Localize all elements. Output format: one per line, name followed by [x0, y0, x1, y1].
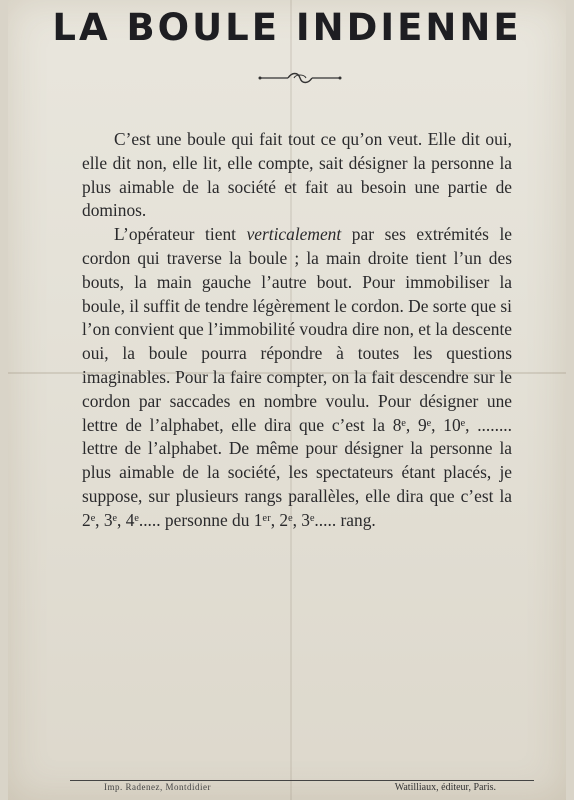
paragraph-1: C’est une boule qui fait tout ce qu’on veut. Elle dit oui, elle dit non, elle lit, elle compte, sait désigner la personne la plus aimable de la société et fait au besoin une partie de dominos.: [82, 129, 512, 221]
ornament-divider-icon: [258, 70, 342, 86]
document-title: LA BOULE INDIENNE: [52, 6, 522, 49]
publisher-imprint: Watilliaux, éditeur, Paris.: [394, 782, 496, 793]
emphasis-verticalement: verticalement: [246, 224, 342, 245]
printer-imprint: Imp. Radenez, Montdidier: [104, 782, 211, 792]
body-text: [82, 128, 512, 533]
footer-rule: [70, 780, 534, 781]
paragraph-2: L’opérateur tient verticalement par ses extrémités le cordon qui traverse la boule ; la main droite tient l’un des bouts, la main gauche l’autre bout. Pour immobiliser la boule, il suffit de tendre légèrement le cordon. De sorte que si l’on convient que l’immobilité voudra dire non, et la descente oui, la boule pourra répondre à toutes les questions imaginables. Pour la faire compter, on la fait descendre sur le cordon par saccades en nombre voulu. Pour désigner une lettre de l’alphabet, elle dira que c’est la 8ᵉ, 9ᵉ, 10ᵉ, ........ lettre de l’alphabet. De même pour désigner la personne la plus aimable de la société, les spectateurs étant placés, je suppose, sur plusieurs rangs parallèles, elle dira que c’est la 2ᵉ, 3ᵉ, 4ᵉ..... personne du 1ᵉʳ, 2ᵉ, 3ᵉ..... rang.: [82, 224, 512, 530]
